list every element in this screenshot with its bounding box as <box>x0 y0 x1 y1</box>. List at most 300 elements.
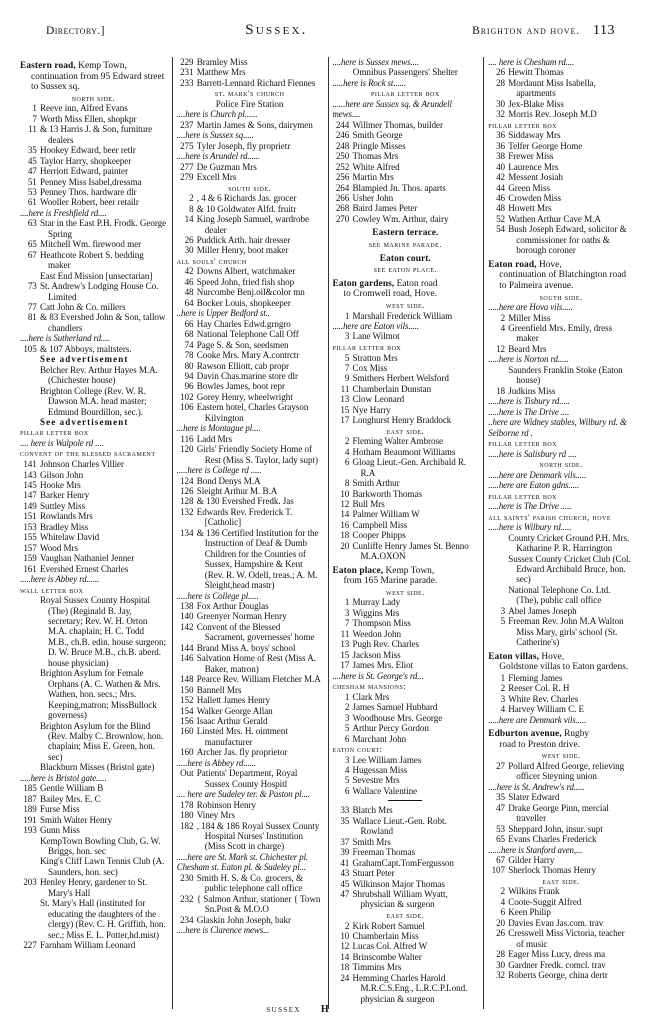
directory-entry <box>20 124 167 145</box>
street-heading <box>333 254 479 265</box>
directory-entry <box>333 713 479 723</box>
entry-text: Gilder Harry <box>508 854 555 865</box>
entry-text: Cooke Mrs. Mary A.contrctr <box>196 350 300 361</box>
directory-entry <box>488 78 634 99</box>
entry-number: 28 <box>496 77 506 88</box>
footer-mark: H <box>320 1004 329 1015</box>
directory-entry <box>488 673 634 683</box>
entry-text: Chamberlain Miss <box>352 930 419 941</box>
directory-entry <box>488 960 634 970</box>
entry-number: 30 <box>184 245 194 256</box>
entry-text: Siddaway Mrs <box>508 130 561 141</box>
entry-number: 266 <box>335 193 350 204</box>
section-subheading: all saints' parish church, hove <box>488 511 612 522</box>
directory-entry <box>333 889 479 910</box>
entry-number: 248 <box>335 140 350 151</box>
entry-number: 3 <box>344 331 350 342</box>
entry-number: 46 <box>184 276 194 287</box>
entry-number: 1 <box>344 597 350 608</box>
directory-entry <box>177 507 323 528</box>
entry-text: Salvation Home of Rest (Miss A. Baker, matron) <box>196 653 316 674</box>
street-name: Eaton court. <box>379 253 431 264</box>
directory-entry <box>177 350 323 360</box>
cross-street-note: .....here are Hova vils..... <box>488 302 573 313</box>
directory-entry <box>488 761 634 782</box>
cross-street-note: .... here is Chesham rd.... <box>488 57 575 67</box>
directory-entry <box>177 674 323 684</box>
section-divider-rule <box>388 800 422 801</box>
entry-number: 28 <box>496 949 506 960</box>
street-description: continuation from 95 Edward street to Sussex sq. <box>31 71 165 93</box>
entry-number <box>20 762 40 772</box>
entry-text: Lee William James <box>352 754 422 765</box>
entry-text: Tyler Joseph, fly proprietr <box>196 140 291 151</box>
entry-number: 138 <box>180 600 194 611</box>
running-head-left: Directory.] <box>46 25 105 37</box>
entry-number <box>20 271 40 281</box>
directory-entry <box>333 172 479 182</box>
entry-text: Wallace Lieut.-Gen. Robt. Rowland <box>352 815 447 837</box>
entry-text: Shrubshall William Wyatt, physician & surgeon <box>352 889 448 910</box>
column-1 <box>16 57 172 1009</box>
directory-entry <box>20 815 167 825</box>
directory-entry <box>20 271 167 281</box>
entry-number: 18 <box>340 962 350 973</box>
running-head-place: brighton and hove. <box>472 25 581 37</box>
entry-number: 10 <box>340 930 350 941</box>
entry-number: 15 <box>340 649 350 660</box>
directory-entry <box>488 970 634 980</box>
directory-entry <box>488 323 634 344</box>
directory-entry <box>488 865 634 875</box>
entry-number: 107 <box>491 865 506 876</box>
street-qualifier: Hove, <box>536 259 562 270</box>
entry-number: 2 <box>344 702 350 713</box>
cross-street-note: .....here is Norton rd..... <box>488 354 569 365</box>
street-heading <box>488 260 634 292</box>
cross-street-note: .... here are Sudeley ter. & Paston pl.... <box>176 789 310 800</box>
entry-number: 12 <box>496 343 506 354</box>
entry-text: Hugessan Miss <box>352 765 408 776</box>
directory-entry <box>20 856 167 877</box>
section-subheading: south side. <box>228 182 272 193</box>
section-subheading: pillar letter box <box>332 341 402 352</box>
entry-text: Saunders Franklin Stoke (Eaton house) <box>508 364 623 386</box>
directory-entry <box>333 734 479 744</box>
entry-number: 53 <box>496 823 506 834</box>
directory-entry <box>177 287 323 297</box>
entry-text: Reeve inn, Alfred Evans <box>40 103 128 114</box>
entry-number: 182 <box>180 820 194 831</box>
directory-entry <box>333 723 479 733</box>
directory-entry <box>177 371 323 381</box>
entry-text: Smith Arthur <box>352 478 400 489</box>
street-description: to Cromwell road, Hove. <box>343 289 437 300</box>
section-subheading: pillar letter box <box>488 119 557 130</box>
entry-text: Sherlock Thomas Henry <box>508 865 596 876</box>
entry-text: & 10 Goldwater Alfd. fruitr <box>196 203 297 214</box>
entry-number: 15 <box>340 404 350 415</box>
entry-number: 74 <box>184 339 194 350</box>
entry-text: Belcher Rev. Arthur Hayes M.A. (Chichester house) <box>40 364 158 386</box>
directory-entry <box>333 193 479 203</box>
entry-text: , 184 & 186 Royal Sussex County Hospital Nurses' Institution (Miss Scott in charge) <box>196 820 320 852</box>
entry-text: Bush Joseph Edward, solicitor & commissioner for oaths & borough coroner <box>508 224 627 256</box>
entry-text: Freeman Rev. John M.A Walton Miss Mary, girls' school (St. Catherine's) <box>508 616 624 648</box>
entry-text: Bull Mrs <box>352 498 385 509</box>
entry-text: Baird James Peter <box>352 203 418 214</box>
centered-entry: Omnibus Passengers' Shelter <box>352 67 458 78</box>
street-qualifier: Kemp Town, <box>383 565 435 576</box>
entry-number: 67 <box>27 249 37 260</box>
entry-number: 5 <box>344 775 350 786</box>
directory-entry <box>333 618 479 628</box>
entry-number <box>20 856 40 877</box>
entry-number <box>488 585 508 606</box>
entry-text: Abel James Joseph <box>508 605 577 616</box>
directory-entry <box>333 363 479 373</box>
entry-text: Penney Thos. hardware dlr <box>40 187 137 197</box>
cross-street-note: .....here is The Drive ..... <box>488 501 572 512</box>
directory-entry <box>177 528 323 591</box>
entry-number: 42 <box>496 172 506 183</box>
cross-street-note: ..here is Upper Bedford st.. <box>176 308 270 319</box>
directory-entry <box>177 768 323 789</box>
entry-text: Harvey William C. E <box>508 704 585 715</box>
directory-entry <box>20 480 167 490</box>
entry-number: 156 <box>180 715 194 726</box>
entry-text: Heathcote Robert S. bedding maker <box>40 249 144 271</box>
directory-entry <box>20 794 167 804</box>
entry-number: 78 <box>184 350 194 361</box>
directory-entry <box>333 879 479 889</box>
directory-entry <box>333 203 479 213</box>
directory-entry <box>333 629 479 639</box>
entry-number: 146 <box>180 653 194 664</box>
entry-number: 67 <box>496 854 506 865</box>
entry-number: 13 <box>340 639 350 650</box>
entry-number: 128 <box>180 496 194 507</box>
entry-text: Wood Mrs <box>40 542 79 553</box>
entry-text: Marchant John <box>352 733 407 744</box>
directory-entry <box>333 816 479 837</box>
directory-entry <box>20 344 167 354</box>
entry-text: Mitchell Wm. firewood mer <box>40 239 142 250</box>
directory-entry <box>333 373 479 383</box>
entry-number: 6 <box>344 457 350 468</box>
entry-number: 30 <box>496 959 506 970</box>
entry-text: Clow Leonard <box>352 394 405 405</box>
directory-entry <box>20 877 167 898</box>
entry-text: Worth Miss Ellen, shopkpr <box>40 113 137 124</box>
entry-number: 45 <box>340 878 350 889</box>
entry-number <box>488 533 508 554</box>
directory-entry <box>177 361 323 371</box>
directory-entry <box>333 775 479 785</box>
entry-number: 120 <box>180 444 194 455</box>
directory-entry <box>333 597 479 607</box>
directory-entry <box>488 203 634 213</box>
entry-number: 227 <box>23 940 37 951</box>
entry-text: Sussex County Cricket Club (Col. Edward Archibald Bruce, hon. sec) <box>508 553 631 585</box>
entry-text: Vaughan Nathaniel Jenner <box>40 553 135 564</box>
directory-entry <box>177 67 323 77</box>
directory-entry <box>20 783 167 793</box>
entry-text: County Cricket Ground P.H. Mrs. Katharine P. R. Harrington <box>508 532 630 554</box>
entry-text: Wathen Arthur Cave M.A <box>508 213 601 224</box>
directory-entry <box>20 721 167 763</box>
entry-number: 147 <box>23 490 37 501</box>
directory-entry <box>177 381 323 391</box>
entry-text: Whitelaw David <box>40 532 100 543</box>
directory-entry <box>177 706 323 716</box>
entry-number: 3 <box>344 754 350 765</box>
entry-text: Downs Albert, watchmaker <box>196 266 296 277</box>
entry-number: 39 <box>340 847 350 858</box>
entry-text: Davin Chas.marine store dlr <box>196 371 298 382</box>
entry-number: 7 <box>344 362 350 373</box>
directory-entry <box>177 496 323 506</box>
street-heading <box>488 652 634 673</box>
entry-number: 30 <box>496 98 506 109</box>
entry-number: 12 <box>340 941 350 952</box>
cross-street-note: .....here is Abbey rd...... <box>176 757 257 768</box>
entry-text: Page S. & Son, seedsmen <box>196 339 289 350</box>
directory-entry <box>488 344 634 354</box>
entry-text: White Rev. Charles <box>508 693 579 704</box>
directory-entry <box>177 476 323 486</box>
see-advertisement-note: See advertisement <box>40 354 129 365</box>
entry-number: 191 <box>23 814 37 825</box>
street-heading <box>333 228 479 239</box>
entry-number <box>20 836 40 857</box>
entry-number: 81 <box>27 312 37 323</box>
entry-number: 244 <box>335 119 350 130</box>
entry-number: 14 <box>340 509 350 520</box>
entry-number: 3 <box>500 605 506 616</box>
directory-entry <box>333 447 479 457</box>
directory-entry <box>333 755 479 765</box>
directory-entry <box>177 434 323 444</box>
entry-number: 54 <box>496 224 506 235</box>
entry-text: Arthur Percy Gordon <box>352 723 429 734</box>
entry-number: 26 <box>496 67 506 78</box>
entry-text: & 136 Certified Institution for the Instruction of Deaf & Dumb Children for the Counties of Sussex, Hampshire & Kent (Rev. R. W. Odell, treas.; A. M. Sleight,head mastr) <box>196 527 319 591</box>
section-subheading: north side. <box>71 92 116 103</box>
directory-entry <box>333 151 479 161</box>
directory-entry <box>488 792 634 802</box>
cross-street-note: .....here are Denmark vils..... <box>488 714 587 725</box>
entry-text: Pugh Rev. Charles <box>352 639 420 650</box>
entry-text: Bond Denys M.A <box>196 475 261 486</box>
entry-number: 65 <box>496 834 506 845</box>
entry-text: Bocker Louis, shopkeeper <box>196 297 291 308</box>
directory-entry <box>20 281 167 302</box>
entry-number: 4 <box>344 446 350 457</box>
directory-entry <box>177 915 323 925</box>
entry-number: 80 <box>184 360 194 371</box>
directory-entry <box>20 532 167 542</box>
entry-number: 1 <box>344 691 350 702</box>
directory-entry <box>177 810 323 820</box>
directory-entry <box>333 786 479 796</box>
directory-entry <box>20 218 167 239</box>
entry-number: 14 <box>340 951 350 962</box>
entry-number: 47 <box>340 889 350 899</box>
entry-number: 279 <box>180 172 194 183</box>
entry-number: Out <box>180 768 194 779</box>
entry-text: White Alfred <box>352 161 400 172</box>
entry-text: Willmer Thomas, builder <box>352 119 443 130</box>
entry-text: Jex-Blake Miss <box>508 98 564 109</box>
cross-street-note: .....here is Abbey rd...... <box>20 574 100 585</box>
directory-entry <box>333 962 479 972</box>
street-heading <box>333 566 479 587</box>
entry-number: 178 <box>180 799 194 810</box>
street-qualifier: Rugby <box>561 729 590 740</box>
directory-entry <box>333 120 479 130</box>
entry-number: 230 <box>180 872 194 883</box>
entry-number: 232 <box>180 893 194 904</box>
entry-text: Rowlands Mrs <box>40 511 93 522</box>
entry-text: Sleight Arthur M. B.A <box>196 486 278 496</box>
directory-entry <box>333 499 479 509</box>
entry-text: Smith Walter Henry <box>40 814 112 825</box>
entry-number: 44 <box>496 182 506 193</box>
street-name: Eaton gardens, <box>332 278 395 289</box>
entry-number: 237 <box>180 119 194 130</box>
entry-text: GrahamCapt.TomFergusson <box>352 857 454 868</box>
entry-text: Johnson Charles Villier <box>40 459 125 470</box>
directory-entry <box>488 824 634 834</box>
directory-entry <box>333 384 479 394</box>
entry-text: Evershed Ernest Charles <box>40 563 129 574</box>
entry-number: 32 <box>496 970 506 981</box>
street-description: road to Preston drive. <box>499 739 580 750</box>
entry-text: Royal Sussex County Hospital (The) (Reginald B. Jay, secretary; Rev. W. H. Orton M.A. chaplain; H. C. Todd M.B., ch.B. edin. house surgeon; D. W. Bruce M.B., ch.B. aberd. house physician) <box>40 595 166 668</box>
entry-text: James Samuel Hubbard <box>352 702 438 713</box>
entry-text: Longhurst Henry Braddock <box>352 415 452 426</box>
entry-text: Palmer William W <box>352 509 420 520</box>
cross-street-note: ....here is Sussex sq..... <box>176 130 254 141</box>
entry-text: Wallace Valentine <box>352 785 418 796</box>
entry-number: 36 <box>496 130 506 141</box>
directory-entry <box>20 804 167 814</box>
entry-number: 48 <box>184 287 194 298</box>
entry-number: 180 <box>180 810 194 821</box>
section-subheading: south side. <box>539 291 583 302</box>
entry-text: Fleming James <box>508 672 563 683</box>
street-heading <box>333 279 479 300</box>
entry-text: Martin Mrs <box>352 172 394 183</box>
entry-number: 161 <box>23 563 37 574</box>
entry-text: Wilkins Frank <box>508 886 560 897</box>
directory-entry <box>177 622 323 643</box>
cross-street-note: ..here are Widney stables, Wilbury rd. & Selborne rd . <box>488 417 627 438</box>
entry-number: 1 <box>500 672 506 683</box>
entry-number: 48 <box>496 203 506 214</box>
directory-entry <box>488 855 634 865</box>
directory-entry <box>177 298 323 308</box>
entry-number <box>488 365 508 386</box>
entry-number: 2 <box>500 312 506 323</box>
directory-entry <box>20 166 167 176</box>
entry-text: Linsted Mrs. H. ointment manufacturer <box>196 726 288 747</box>
entry-text: Hooke Mrs <box>40 479 81 490</box>
entry-number: 77 <box>27 301 37 312</box>
entry-number: 4 <box>500 323 506 334</box>
entry-number: 94 <box>184 371 194 382</box>
running-head <box>16 22 639 52</box>
directory-entry <box>333 214 479 224</box>
cross-street-note: ....here is Freshfield rd.... <box>20 207 107 218</box>
directory-entry <box>333 530 479 540</box>
directory-entry <box>20 459 167 469</box>
directory-entry <box>333 650 479 660</box>
entry-text: Pollard Alfred George, relieving officer Steyning union <box>508 760 625 782</box>
cross-street-note: .... here is Walpole rd .... <box>20 438 104 449</box>
entry-number: 35 <box>27 145 37 156</box>
column-4 <box>483 57 639 1009</box>
directory-entry <box>20 511 167 521</box>
section-subheading: pillar letter box <box>488 490 557 501</box>
directory-entry <box>20 365 167 386</box>
entry-text: St. Mary's Hall (instituted for educating the daughters of the clergy) (Rev. C. H. Griffith, hon. sec.; Miss E. L. Potter,hd.mist) <box>40 898 166 940</box>
entry-text: Bradley Miss <box>40 521 89 532</box>
centered-entry: Police Fire Station <box>215 98 284 109</box>
entry-number: 149 <box>23 500 37 511</box>
section-subheading: pillar letter box <box>20 427 89 438</box>
entry-number <box>20 365 40 386</box>
entry-text: Timmins Mrs <box>352 962 402 973</box>
entry-number: 203 <box>23 877 37 888</box>
directory-entry <box>177 266 323 276</box>
cross-street-note: ......here are Sussex sq. & Arundell mews.... <box>332 98 452 120</box>
entry-text: Barkworth Thomas <box>352 488 422 499</box>
directory-entry <box>488 928 634 949</box>
see-advertisement-note: See advertisement <box>40 416 129 427</box>
entry-number: 37 <box>340 836 350 847</box>
entry-text: & 130 Evershed Fredk. Jas <box>196 496 294 507</box>
entry-number: 7 <box>32 113 37 124</box>
entry-text: Jackson Miss <box>352 649 401 660</box>
cross-street-note: ....here is St. Andrew's rd..... <box>488 781 585 792</box>
entry-text: Coote-Suggit Alfred <box>508 896 582 907</box>
directory-entry <box>20 543 167 553</box>
entry-number: 40 <box>496 161 506 172</box>
entry-text: Speed John, fried fish shop <box>196 276 295 287</box>
directory-entry <box>333 921 479 931</box>
entry-number: 148 <box>180 674 194 685</box>
entry-text: Smith H. S. & Co. grocers, & public telephone call office <box>196 872 303 894</box>
entry-text: Rawson Elliott, cab propr <box>196 360 289 371</box>
directory-entry <box>488 918 634 928</box>
entry-number: 234 <box>180 914 194 925</box>
directory-entry <box>20 470 167 480</box>
section-subheading: st. mark's church <box>214 88 285 99</box>
cross-street-note: .....here is Wilbury rd..... <box>488 522 572 533</box>
entry-text: Frewer Miss <box>508 151 554 162</box>
entry-text: Lucas Col. Alfred W <box>352 941 428 952</box>
street-heading <box>20 61 167 93</box>
entry-text: Gilson John <box>40 469 84 480</box>
directory-entry <box>20 668 167 720</box>
entry-text: Bowles James, boot repr <box>196 381 286 392</box>
entry-number: 6 <box>500 907 506 918</box>
entry-text: Viney Mrs <box>196 810 235 821</box>
entry-number: 4 <box>500 896 506 907</box>
entry-number: 53 <box>27 187 37 197</box>
